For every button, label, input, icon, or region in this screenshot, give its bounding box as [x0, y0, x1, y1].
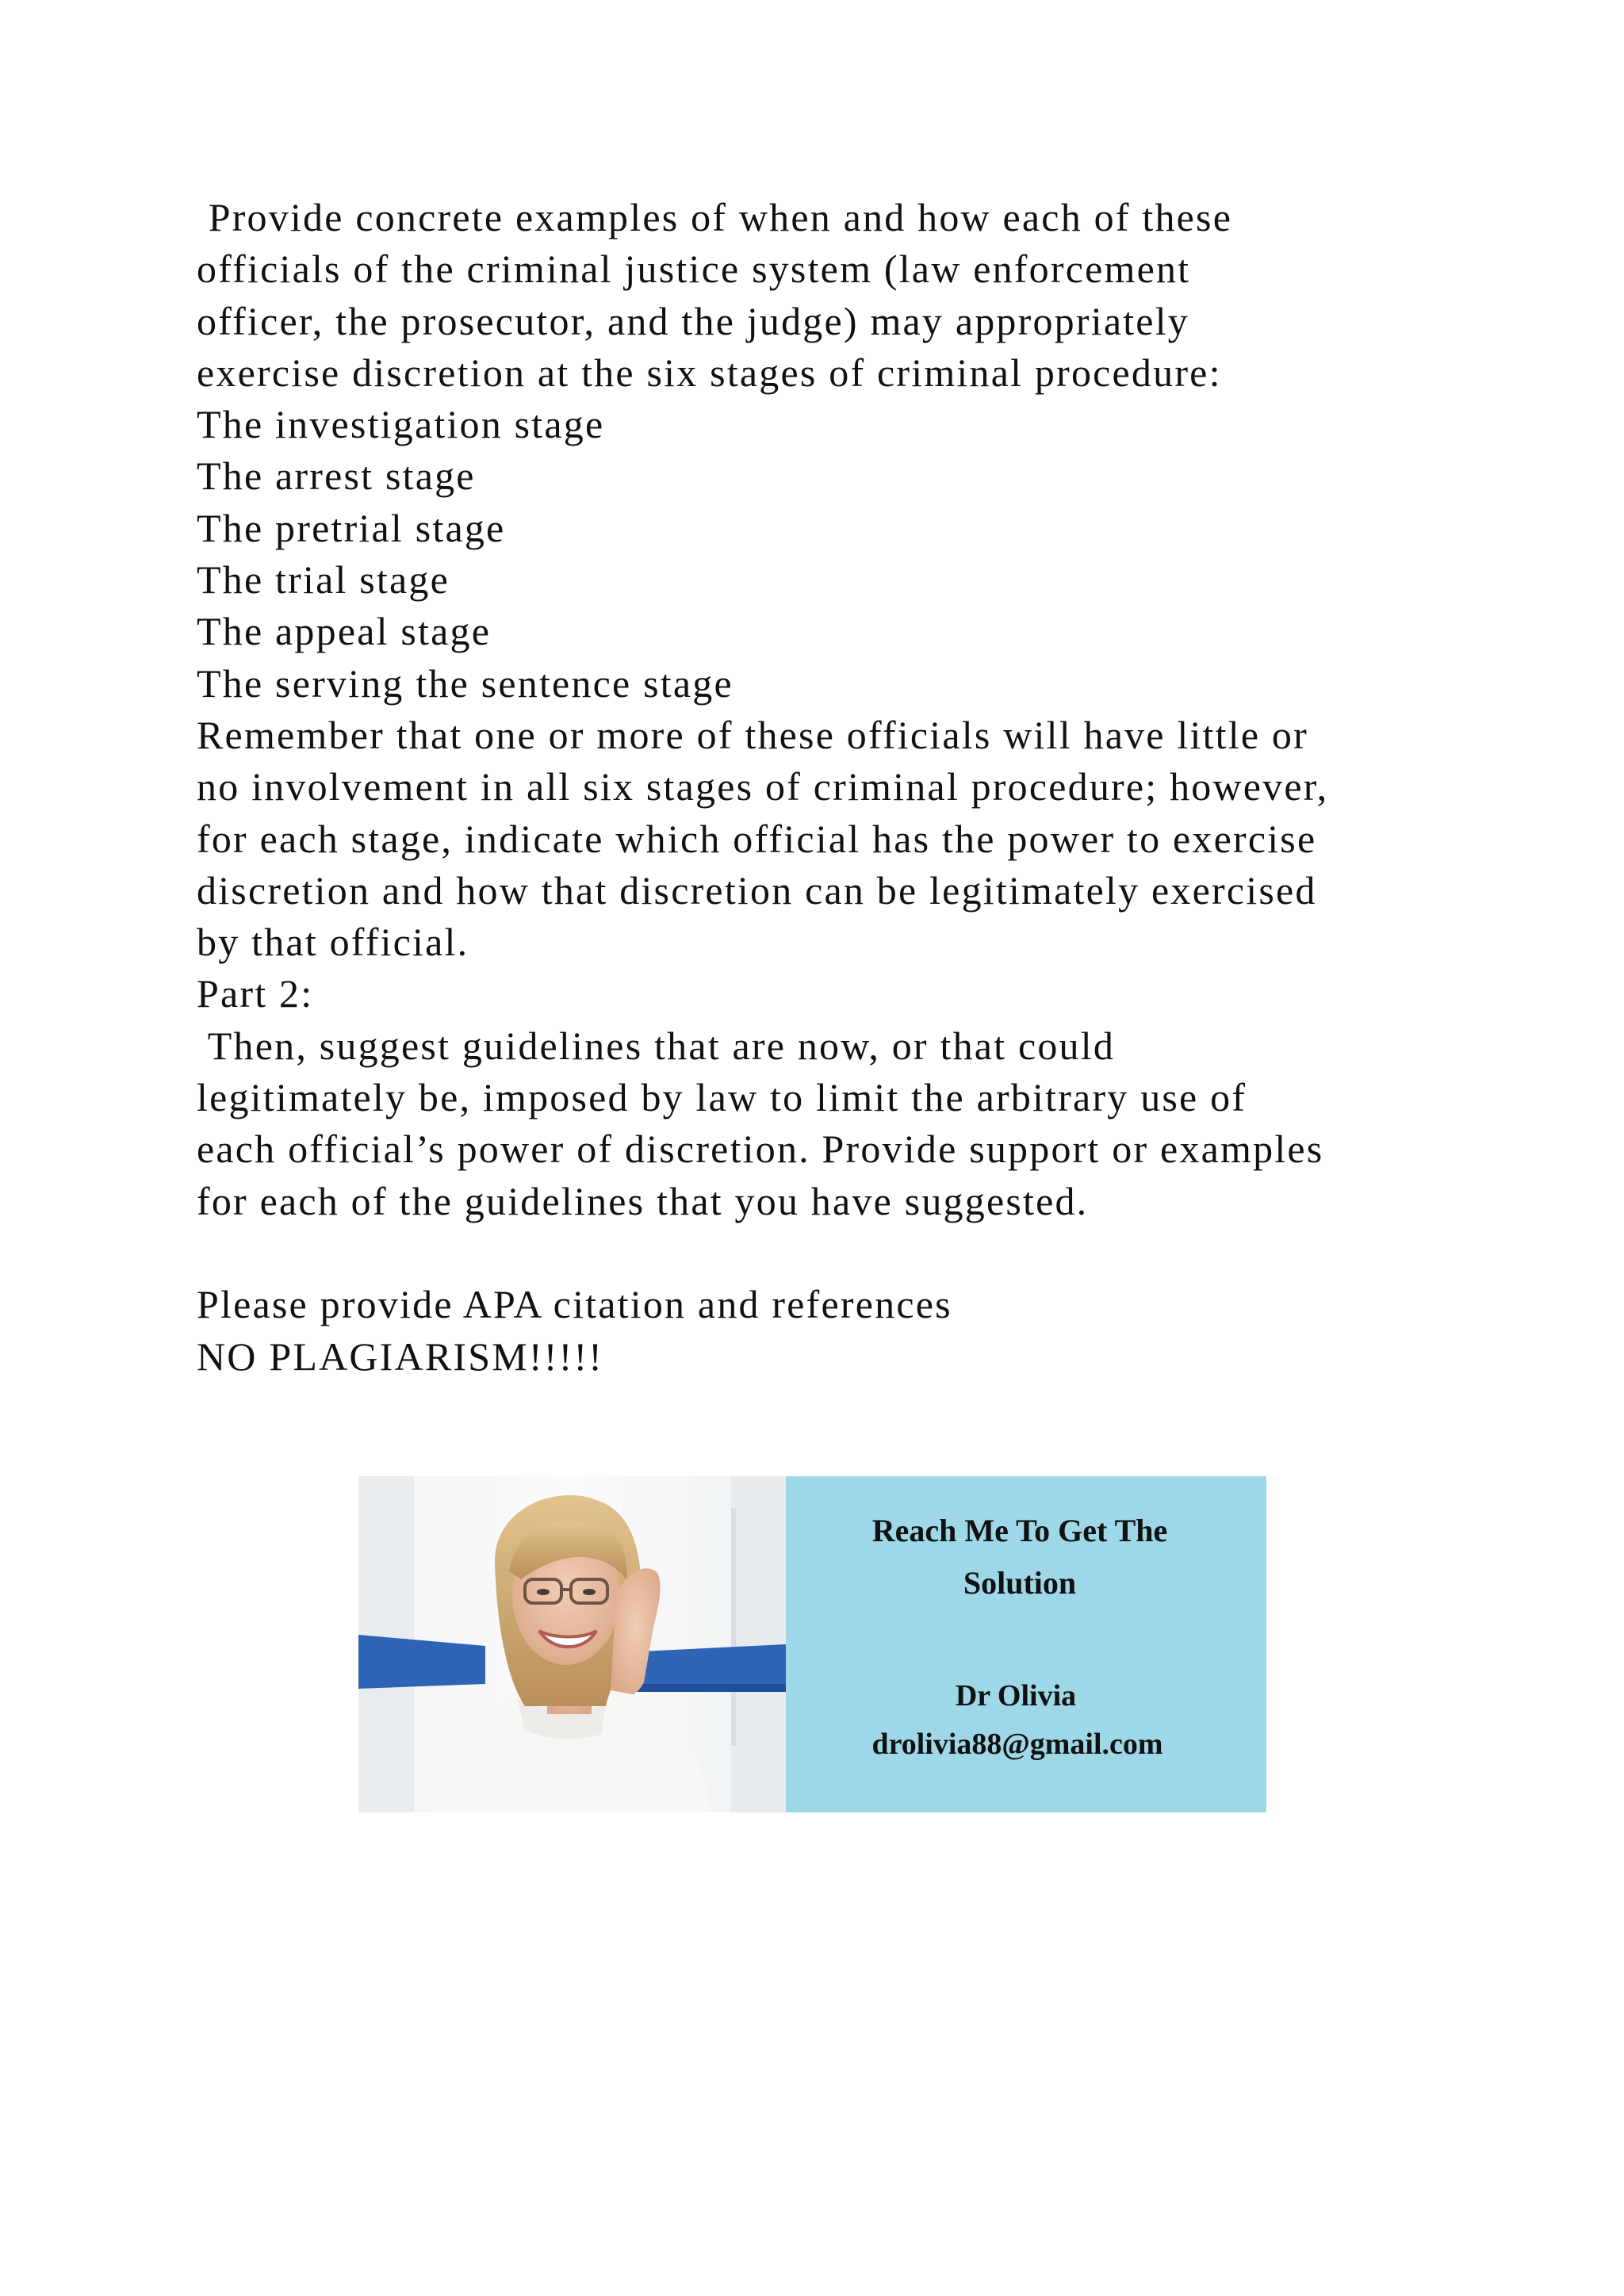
text-line: by that official. [197, 920, 469, 965]
part-2-heading: Part 2: [197, 971, 314, 1016]
text-line: Then, suggest guidelines that are now, or that could [197, 1023, 1116, 1068]
banner-headline-line-2: Solution [963, 1565, 1077, 1601]
photo-illustration [358, 1476, 786, 1812]
smiling-woman-photo-icon [358, 1476, 786, 1812]
contact-name: Dr Olivia [955, 1679, 1077, 1712]
text-line: Provide concrete examples of when and how each of these [197, 195, 1233, 239]
stage-item-pretrial: The pretrial stage [197, 505, 506, 550]
contact-panel [786, 1476, 1266, 1812]
blank-line [197, 1227, 1481, 1279]
text-line: officer, the prosecutor, and the judge) may appropriately [197, 298, 1189, 343]
text-line: no involvement in all six stages of criminal procedure; however, [197, 764, 1329, 809]
stage-item-appeal: The appeal stage [197, 609, 492, 654]
text-line: exercise discretion at the six stages of criminal procedure: [197, 350, 1222, 395]
contact-banner [358, 1476, 1266, 1812]
plagiarism-note: NO PLAGIARISM!!!!! [197, 1334, 604, 1379]
text-line: for each of the guidelines that you have suggested. [197, 1178, 1089, 1223]
stage-item-trial: The trial stage [197, 557, 450, 603]
banner-headline-line-1: Reach Me To Get The [871, 1513, 1168, 1548]
apa-note: Please provide APA citation and references [197, 1282, 952, 1327]
text-line: discretion and how that discretion can be legitimately exercised [197, 867, 1317, 913]
text-line: officials of the criminal justice system (law enforcement [197, 247, 1191, 292]
text-line: for each stage, indicate which official has the power to exercise [197, 816, 1317, 861]
assignment-text [197, 192, 1481, 1383]
stage-item-arrest: The arrest stage [197, 453, 476, 499]
banner-headline [786, 1505, 1254, 1609]
text-line: each official’s power of discretion. Provide support or examples [197, 1127, 1324, 1172]
text-line: Remember that one or more of these officials will have little or [197, 712, 1308, 757]
stage-item-sentence: The serving the sentence stage [197, 660, 733, 706]
contact-email: drolivia88@gmail.com [871, 1728, 1163, 1761]
text-line: legitimately be, imposed by law to limit the arbitrary use of [197, 1075, 1247, 1120]
stage-item-investigation: The investigation stage [197, 402, 605, 447]
